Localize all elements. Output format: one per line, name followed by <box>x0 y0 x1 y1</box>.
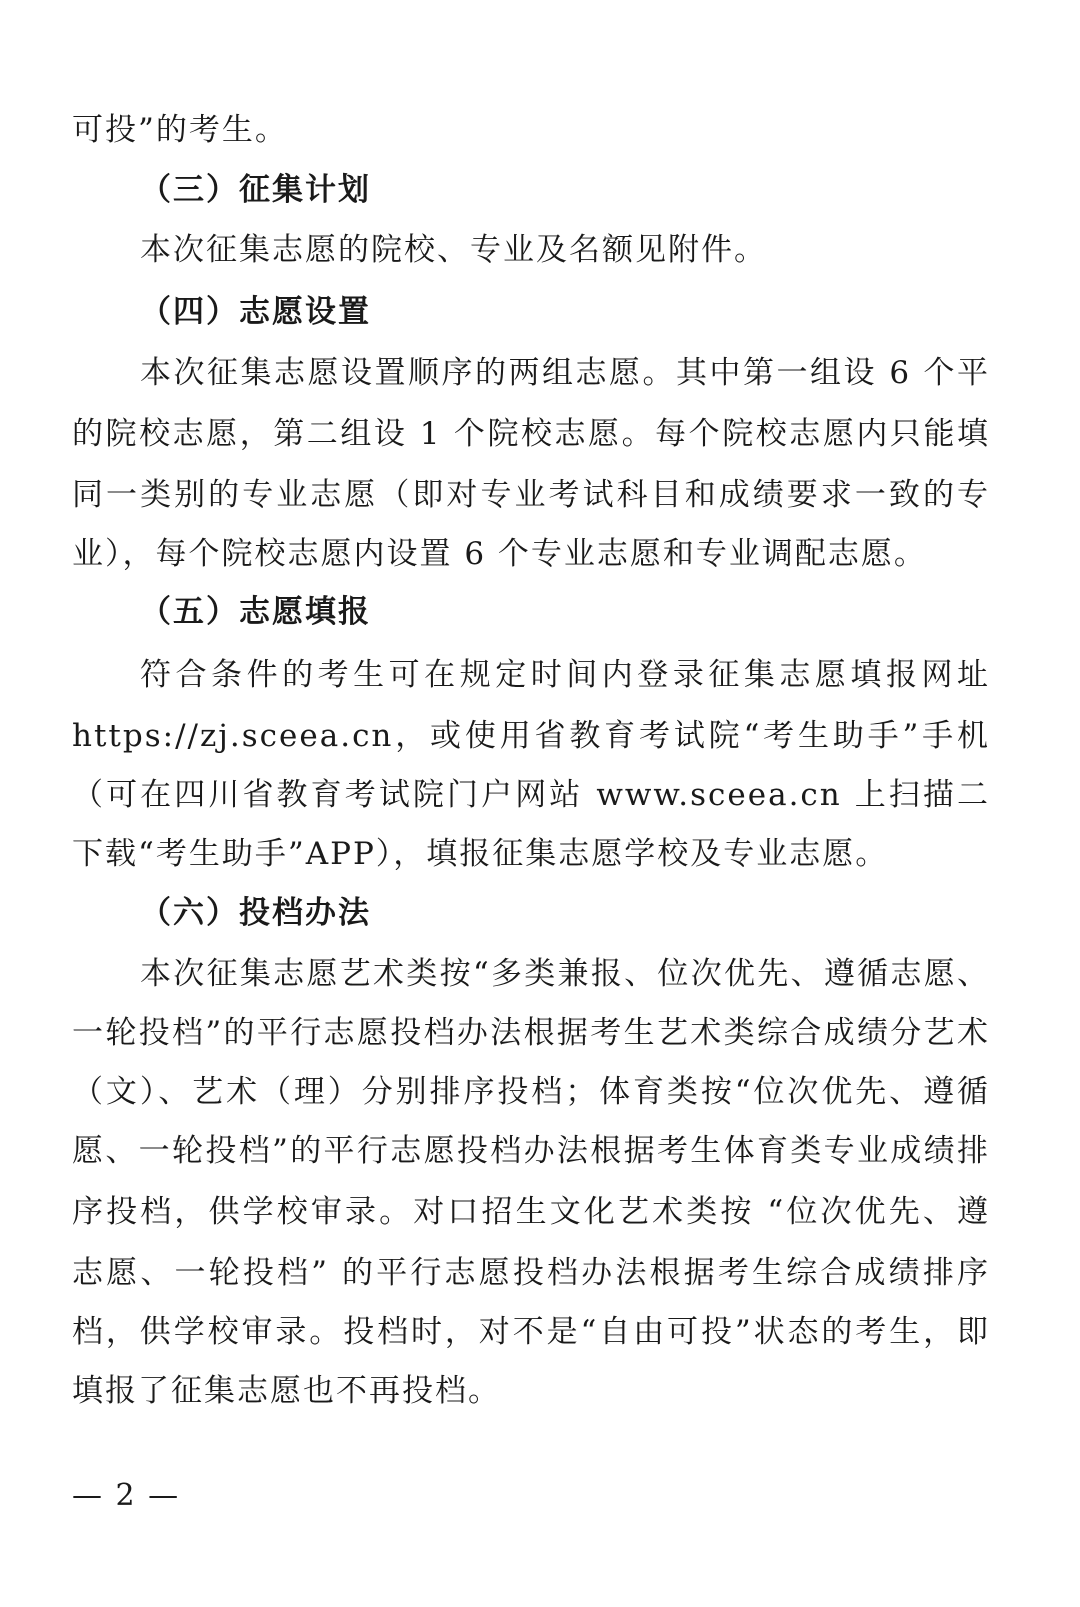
paragraph-line: 志愿、一轮投档” 的平行志愿投档办法根据考生综合成绩排序 <box>72 1255 990 1291</box>
paragraph-line: 填报了征集志愿也不再投档。 <box>72 1373 501 1409</box>
paragraph-line: 符合条件的考生可在规定时间内登录征集志愿填报网址 <box>140 657 990 693</box>
paragraph-line: 序投档，供学校审录。对口招生文化艺术类按 “位次优先、遵 <box>72 1194 990 1230</box>
section-heading-volunteer-filling: （五）志愿填报 <box>140 594 371 630</box>
section-heading-filing-method: （六）投档办法 <box>140 895 371 931</box>
paragraph-continuation-line: 可投”的考生。 <box>72 112 288 148</box>
paragraph-line: 一轮投档”的平行志愿投档办法根据考生艺术类综合成绩分艺术 <box>72 1015 990 1051</box>
section-heading-collection-plan: （三）征集计划 <box>140 172 371 208</box>
paragraph-line: 本次征集志愿设置顺序的两组志愿。其中第一组设 6 个平 <box>140 355 990 391</box>
paragraph-line: 档，供学校审录。投档时，对不是“自由可投”状态的考生，即 <box>72 1314 990 1350</box>
section-heading-volunteer-setup: （四）志愿设置 <box>140 294 371 330</box>
paragraph-line: 的院校志愿，第二组设 1 个院校志愿。每个院校志愿内只能填 <box>72 416 990 452</box>
paragraph-line-with-url: （可在四川省教育考试院门户网站 www.sceea.cn 上扫描二 <box>72 777 990 813</box>
paragraph-line: 本次征集志愿的院校、专业及名额见附件。 <box>140 232 767 268</box>
paragraph-line: 愿、一轮投档”的平行志愿投档办法根据考生体育类专业成绩排 <box>72 1133 990 1169</box>
paragraph-line: （文）、艺术（理）分别排序投档；体育类按“位次优先、遵循 <box>72 1074 990 1110</box>
paragraph-line: 业），每个院校志愿内设置 6 个专业志愿和专业调配志愿。 <box>72 536 927 572</box>
paragraph-line: 下载“考生助手”APP），填报征集志愿学校及专业志愿。 <box>72 836 889 872</box>
paragraph-line: 本次征集志愿艺术类按“多类兼报、位次优先、遵循志愿、 <box>140 956 990 992</box>
paragraph-line: 同一类别的专业志愿（即对专业考试科目和成绩要求一致的专 <box>72 477 990 513</box>
page-number: — 2 — <box>72 1478 181 1513</box>
paragraph-line-with-url: https://zj.sceea.cn，或使用省教育考试院“考生助手”手机 <box>72 718 990 754</box>
